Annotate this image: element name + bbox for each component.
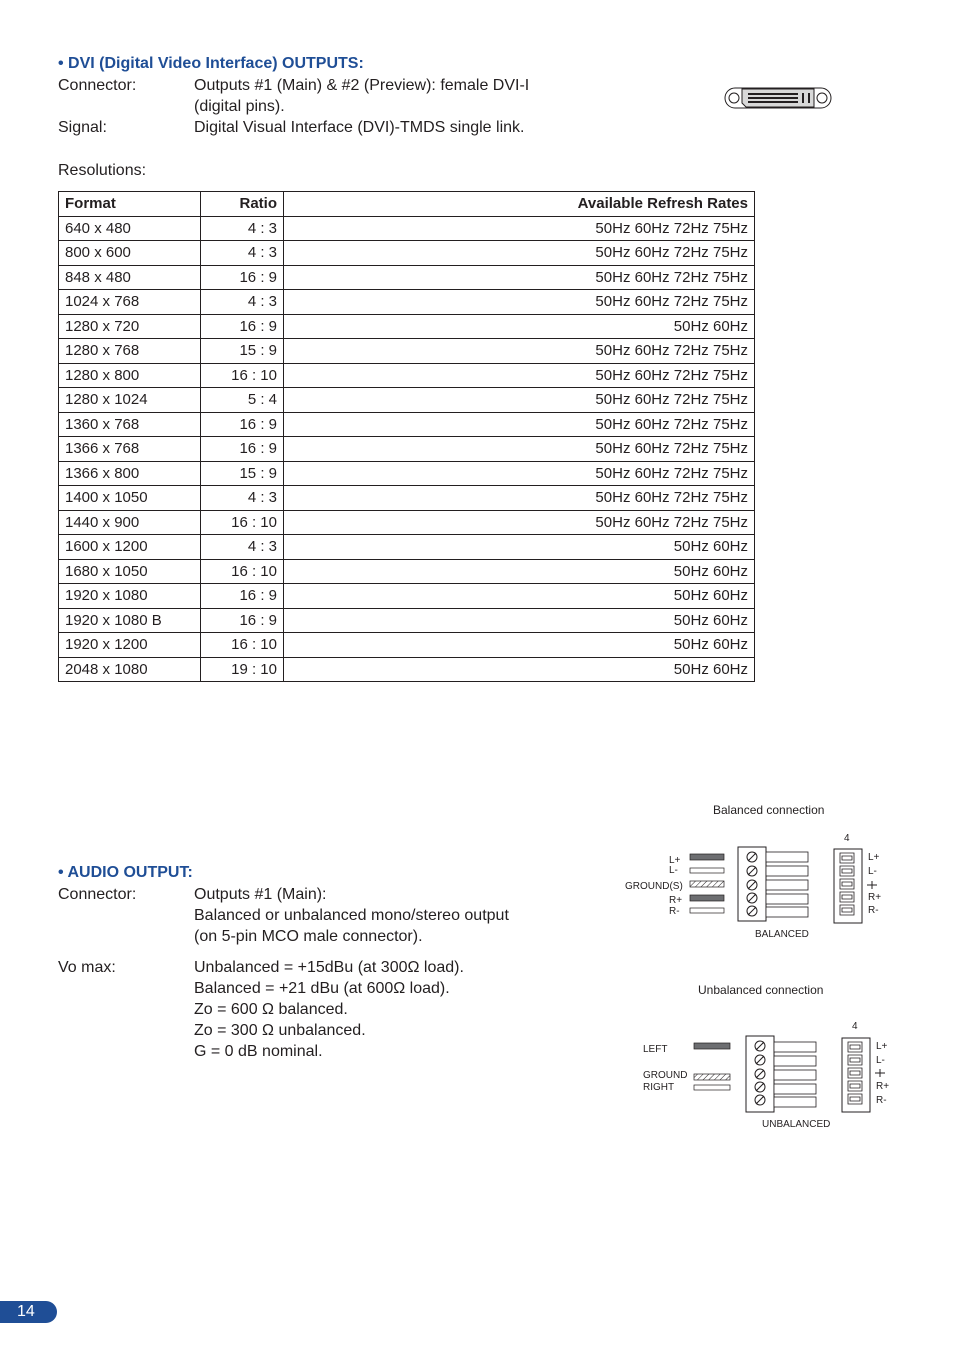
table-row bbox=[59, 608, 755, 633]
unbalanced-wire-ground: GROUND bbox=[643, 1070, 688, 1081]
cell-refresh-rates: 50Hz 60Hz bbox=[284, 535, 755, 560]
header-refresh-rates: Available Refresh Rates bbox=[284, 192, 755, 217]
dvi-connector-line2: (digital pins). bbox=[194, 98, 285, 115]
cell-ratio: 15 : 9 bbox=[201, 461, 284, 486]
ground-symbol-icon bbox=[866, 880, 878, 890]
table-row bbox=[59, 241, 755, 266]
cell-format: 1680 x 1050 bbox=[59, 559, 201, 584]
table-header-row bbox=[59, 192, 755, 217]
vo-line2: Balanced = +21 dBu (at 600Ω load). bbox=[194, 980, 450, 997]
cell-format: 1920 x 1200 bbox=[59, 633, 201, 658]
unbalanced-right-r-plus: R+ bbox=[876, 1081, 890, 1092]
table-row bbox=[59, 510, 755, 535]
cell-ratio: 16 : 9 bbox=[201, 314, 284, 339]
cell-refresh-rates: 50Hz 60Hz bbox=[284, 608, 755, 633]
cell-format: 2048 x 1080 bbox=[59, 657, 201, 682]
cell-refresh-rates: 50Hz 60Hz 72Hz 75Hz bbox=[284, 339, 755, 364]
cell-refresh-rates: 50Hz 60Hz bbox=[284, 559, 755, 584]
dvi-heading: • DVI (Digital Video Interface) OUTPUTS: bbox=[58, 55, 364, 72]
cell-ratio: 4 : 3 bbox=[201, 486, 284, 511]
cell-ratio: 16 : 9 bbox=[201, 437, 284, 462]
cell-refresh-rates: 50Hz 60Hz bbox=[284, 314, 755, 339]
audio-connector-label: Connector: bbox=[58, 886, 137, 903]
table-row bbox=[59, 265, 755, 290]
cell-ratio: 5 : 4 bbox=[201, 388, 284, 413]
balanced-right-l-plus: L+ bbox=[868, 852, 880, 863]
cell-format: 1024 x 768 bbox=[59, 290, 201, 315]
header-format: Format bbox=[59, 192, 201, 217]
cell-refresh-rates: 50Hz 60Hz 72Hz 75Hz bbox=[284, 510, 755, 535]
balanced-connector-drawing bbox=[686, 845, 866, 927]
cell-format: 1280 x 720 bbox=[59, 314, 201, 339]
cell-ratio: 16 : 10 bbox=[201, 559, 284, 584]
balanced-right-r-minus: R- bbox=[868, 905, 879, 916]
cell-refresh-rates: 50Hz 60Hz 72Hz 75Hz bbox=[284, 412, 755, 437]
vo-line4: Zo = 300 Ω unbalanced. bbox=[194, 1022, 366, 1039]
unbalanced-wire-left: LEFT bbox=[643, 1044, 668, 1055]
cell-format: 1280 x 768 bbox=[59, 339, 201, 364]
cell-format: 800 x 600 bbox=[59, 241, 201, 266]
cell-ratio: 16 : 10 bbox=[201, 633, 284, 658]
dvi-connector-line1: Outputs #1 (Main) & #2 (Preview): female DVI-I bbox=[194, 77, 530, 94]
balanced-wire-l-minus: L- bbox=[669, 865, 678, 876]
cell-format: 1280 x 1024 bbox=[59, 388, 201, 413]
audio-connector-line2: Balanced or unbalanced mono/stereo output bbox=[194, 907, 509, 924]
cell-format: 1600 x 1200 bbox=[59, 535, 201, 560]
cell-refresh-rates: 50Hz 60Hz 72Hz 75Hz bbox=[284, 265, 755, 290]
cell-format: 1400 x 1050 bbox=[59, 486, 201, 511]
table-row bbox=[59, 412, 755, 437]
dvi-connector-label: Connector: bbox=[58, 77, 137, 94]
table-row bbox=[59, 314, 755, 339]
cell-ratio: 4 : 3 bbox=[201, 216, 284, 241]
cell-ratio: 16 : 9 bbox=[201, 608, 284, 633]
cell-refresh-rates: 50Hz 60Hz 72Hz 75Hz bbox=[284, 388, 755, 413]
cell-format: 1440 x 900 bbox=[59, 510, 201, 535]
unbalanced-footer: UNBALANCED bbox=[762, 1119, 831, 1130]
cell-refresh-rates: 50Hz 60Hz bbox=[284, 657, 755, 682]
resolutions-table bbox=[58, 191, 755, 682]
table-row bbox=[59, 363, 755, 388]
vo-line3: Zo = 600 Ω balanced. bbox=[194, 1001, 348, 1018]
cell-ratio: 16 : 10 bbox=[201, 510, 284, 535]
cell-ratio: 16 : 9 bbox=[201, 412, 284, 437]
dvi-signal-label: Signal: bbox=[58, 119, 107, 136]
cell-format: 640 x 480 bbox=[59, 216, 201, 241]
unbalanced-connector-drawing bbox=[692, 1034, 874, 1116]
table-row bbox=[59, 486, 755, 511]
table-row bbox=[59, 388, 755, 413]
cell-ratio: 19 : 10 bbox=[201, 657, 284, 682]
balanced-caption: Balanced connection bbox=[713, 803, 825, 817]
unbalanced-caption: Unbalanced connection bbox=[698, 983, 824, 997]
cell-ratio: 16 : 9 bbox=[201, 584, 284, 609]
cell-format: 1366 x 768 bbox=[59, 437, 201, 462]
balanced-wire-r-plus: R+ bbox=[669, 895, 683, 906]
unbalanced-wire-right: RIGHT bbox=[643, 1082, 675, 1093]
balanced-footer: BALANCED bbox=[755, 929, 809, 940]
vo-max-label: Vo max: bbox=[58, 959, 116, 976]
audio-heading: • AUDIO OUTPUT: bbox=[58, 864, 193, 881]
table-row bbox=[59, 584, 755, 609]
cell-format: 1366 x 800 bbox=[59, 461, 201, 486]
cell-refresh-rates: 50Hz 60Hz 72Hz 75Hz bbox=[284, 437, 755, 462]
resolutions-label: Resolutions: bbox=[58, 162, 147, 179]
balanced-right-r-plus: R+ bbox=[868, 892, 882, 903]
cell-ratio: 16 : 10 bbox=[201, 363, 284, 388]
audio-connector-line1: Outputs #1 (Main): bbox=[194, 886, 327, 903]
dvi-signal-value: Digital Visual Interface (DVI)-TMDS single link. bbox=[194, 119, 525, 136]
cell-format: 1280 x 800 bbox=[59, 363, 201, 388]
table-row bbox=[59, 339, 755, 364]
cell-ratio: 15 : 9 bbox=[201, 339, 284, 364]
cell-format: 848 x 480 bbox=[59, 265, 201, 290]
unbalanced-right-r-minus: R- bbox=[876, 1095, 887, 1106]
cell-refresh-rates: 50Hz 60Hz 72Hz 75Hz bbox=[284, 216, 755, 241]
ground-symbol-icon bbox=[874, 1068, 886, 1078]
table-row bbox=[59, 461, 755, 486]
cell-ratio: 4 : 3 bbox=[201, 241, 284, 266]
cell-refresh-rates: 50Hz 60Hz bbox=[284, 584, 755, 609]
balanced-wire-l-plus: L+ bbox=[669, 855, 681, 866]
dvi-connector-icon bbox=[724, 85, 832, 111]
balanced-right-l-minus: L- bbox=[868, 866, 877, 877]
table-row bbox=[59, 437, 755, 462]
table-row bbox=[59, 535, 755, 560]
unbalanced-pin-count: 4 bbox=[852, 1021, 858, 1032]
audio-connector-line3: (on 5-pin MCO male connector). bbox=[194, 928, 423, 945]
balanced-pin-count: 4 bbox=[844, 833, 850, 844]
cell-refresh-rates: 50Hz 60Hz 72Hz 75Hz bbox=[284, 241, 755, 266]
cell-format: 1920 x 1080 bbox=[59, 584, 201, 609]
table-row bbox=[59, 290, 755, 315]
balanced-wire-r-minus: R- bbox=[669, 906, 680, 917]
vo-line1: Unbalanced = +15dBu (at 300Ω load). bbox=[194, 959, 464, 976]
cell-refresh-rates: 50Hz 60Hz 72Hz 75Hz bbox=[284, 290, 755, 315]
cell-ratio: 16 : 9 bbox=[201, 265, 284, 290]
header-ratio: Ratio bbox=[201, 192, 284, 217]
cell-refresh-rates: 50Hz 60Hz 72Hz 75Hz bbox=[284, 363, 755, 388]
cell-ratio: 4 : 3 bbox=[201, 535, 284, 560]
cell-refresh-rates: 50Hz 60Hz bbox=[284, 633, 755, 658]
table-row bbox=[59, 216, 755, 241]
cell-refresh-rates: 50Hz 60Hz 72Hz 75Hz bbox=[284, 461, 755, 486]
cell-format: 1920 x 1080 B bbox=[59, 608, 201, 633]
vo-line5: G = 0 dB nominal. bbox=[194, 1043, 323, 1060]
table-row bbox=[59, 559, 755, 584]
cell-refresh-rates: 50Hz 60Hz 72Hz 75Hz bbox=[284, 486, 755, 511]
balanced-wire-ground: GROUND(S) bbox=[625, 881, 683, 892]
cell-ratio: 4 : 3 bbox=[201, 290, 284, 315]
page-number: 14 bbox=[0, 1301, 57, 1323]
unbalanced-right-l-minus: L- bbox=[876, 1055, 885, 1066]
table-row bbox=[59, 633, 755, 658]
unbalanced-right-l-plus: L+ bbox=[876, 1041, 888, 1052]
cell-format: 1360 x 768 bbox=[59, 412, 201, 437]
table-row bbox=[59, 657, 755, 682]
